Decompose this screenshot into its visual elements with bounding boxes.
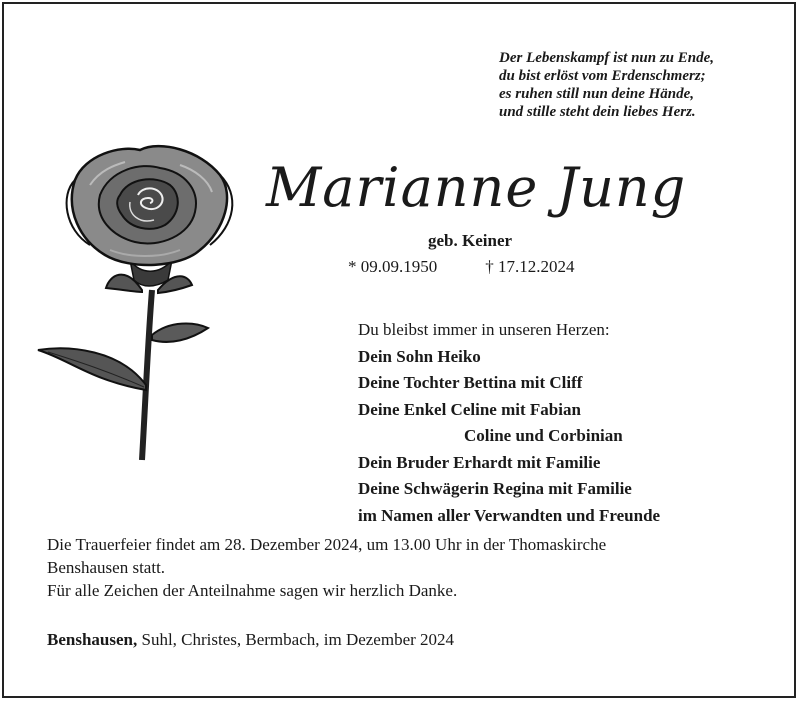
mourner-line: Dein Bruder Erhardt mit Familie xyxy=(358,452,601,472)
life-dates xyxy=(348,257,575,277)
poem xyxy=(499,49,789,121)
mourner-line: Deine Schwägerin Regina mit Familie xyxy=(358,479,632,498)
service-line: Benshausen statt. xyxy=(47,558,166,577)
mourner-line: Deine Enkel Celine mit Fabian xyxy=(358,399,581,419)
service-line: Die Trauerfeier findet am 28. Dezember 2024, um 13.00 Uhr in der Thomaskirche xyxy=(47,535,607,554)
mourner-line: Dein Sohn Heiko xyxy=(358,346,481,366)
poem-line: du bist erlöst vom Erdenschmerz; xyxy=(499,68,706,84)
service-info xyxy=(47,533,747,602)
closing-town: Benshausen, xyxy=(47,630,138,649)
mourners-list xyxy=(358,317,660,529)
poem-line: es ruhen still nun deine Hände, xyxy=(499,86,695,102)
thanks-line: Für alle Zeichen der Anteilnahme sagen wir herzlich Danke. xyxy=(47,581,458,600)
mourner-line: im Namen aller Verwandten und Freunde xyxy=(358,505,661,525)
deceased-name: Marianne Jung xyxy=(266,156,687,219)
closing-rest: Suhl, Christes, Bermbach, im Dezember 2024 xyxy=(137,630,455,649)
poem-line: und stille steht dein liebes Herz. xyxy=(499,104,696,120)
born-name: geb. Keiner xyxy=(428,231,513,250)
closing-line xyxy=(47,630,454,650)
poem-line: Der Lebenskampf ist nun zu Ende, xyxy=(499,50,715,66)
death-date: † 17.12.2024 xyxy=(485,257,575,276)
birth-date: * 09.09.1950 xyxy=(348,257,438,276)
mourners-intro: Du bleibst immer in unseren Herzen: xyxy=(358,320,610,339)
rose-illustration xyxy=(30,140,250,465)
mourner-line: Coline und Corbinian xyxy=(464,426,623,445)
mourner-line: Deine Tochter Bettina mit Cliff xyxy=(358,373,583,392)
